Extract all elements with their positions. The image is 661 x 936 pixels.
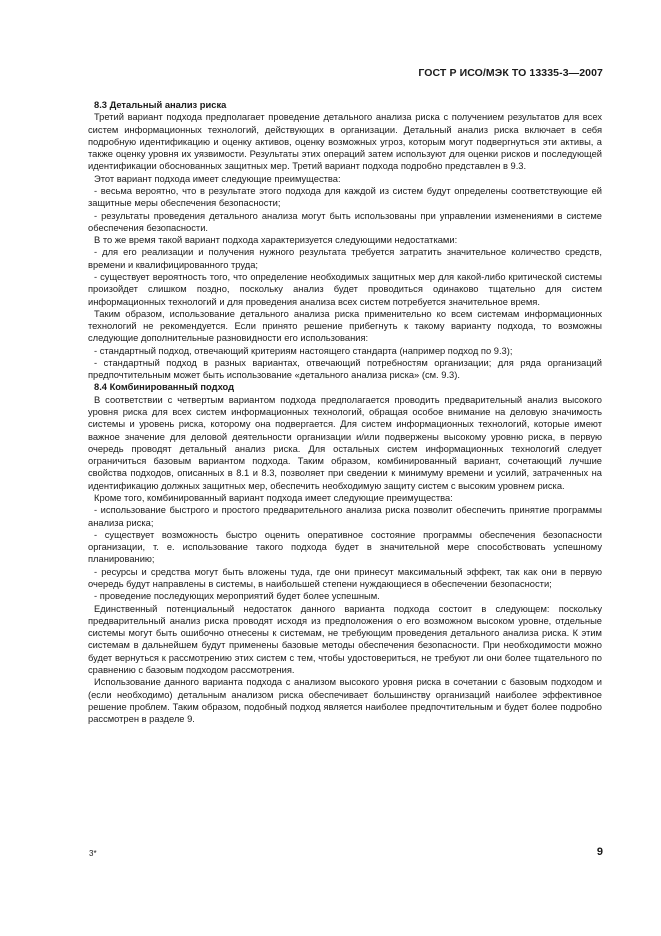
paragraph: В то же время такой вариант подхода характеризуется следующими недостатками: <box>94 235 458 246</box>
paragraph: Единственный потенциальный недостаток данного варианта подхода состоит в следующем: поскольку предварительный анализ риска проводят исходя из предположения о его возможном высоком уровне, отдельные системы могут быть ошибочно отнесены к системам, не требующим проведения детального анализа риска. К этим системам в дальнейшем будут применены базовые методы обеспечения безопасности. При необходимости можно будет вернуться к рассмотрению этих систем с тем, чтобы удостовериться, не требуют ли они более тщательного по сравнению с базовым подходом рассмотрения. <box>88 603 602 675</box>
list-item: - существует вероятность того, что определение необходимых защитных мер для какой-либо критической системы произойдет слишком поздно, поскольку анализ будет проводиться одинаково тщательно для систем информационных технологий и для проведения анализа всех систем потребуется значительное время. <box>88 271 602 307</box>
list-item: - для его реализации и получения нужного результата требуется затратить значительное количество средств, времени и квалифицированного труда; <box>88 247 602 270</box>
list-item: - существует возможность быстро оценить оперативное состояние программы обеспечения безопасности организации, т. е. использование такого подхода будет в значительной мере способствовать успешному планированию; <box>88 529 602 565</box>
section-heading-8-3: 8.3 Детальный анализ риска <box>94 100 227 110</box>
paragraph: Таким образом, использование детального анализа риска применительно ко всем системам информационных технологий не рекомендуется. Если принято решение прибегнуть к такому варианту подхода, то возможны следующие дополнительные разновидности его использования: <box>88 308 602 344</box>
list-item: - использование быстрого и простого предварительного анализа риска позволит обеспечить принятие программы анализа риска; <box>88 505 602 528</box>
paragraph: Третий вариант подхода предполагает проведение детального анализа риска с получением результатов для всех систем информационных технологий, действующих в организации. Детальный анализ риска включает в себя подробную идентификацию и оценку активов, оценку возможных угроз, которым могут подвергнуться эти активы, а также оценку уровня их уязвимости. Результаты этих операций затем используют для оценки рисков и последующей идентификации обоснованных защитных мер. Третий вариант подхода подробно представлен в 9.3. <box>88 112 602 172</box>
paragraph: Этот вариант подхода имеет следующие преимущества: <box>94 173 341 184</box>
list-item: - проведение последующих мероприятий будет более успешным. <box>94 591 380 602</box>
paragraph: В соответствии с четвертым вариантом подхода предполагается проводить предварительный анализ высокого уровня риска для всех систем информационных технологий, обращая особое внимание на деловую значимость системы и уровень риска, которому она подвергается. Для систем информационных технологий, которые имеют важное значение для деловой деятельности организации и/или подвержены высокому уровню риска, в первую очередь проводят детальный анализ риска. Для остальных систем информационных технологий следует ограничиться базовым вариантом подхода. Таким образом, комбинированный вариант, сочетающий лучшие свойства подходов, описанных в 8.1 и 8.3, позволяет при сведении к минимуму времени и усилий, затраченных на идентификацию должных защитных мер, обеспечить необходимую защиту систем с высоким уровнем риска. <box>88 394 602 491</box>
list-item: - стандартный подход в разных вариантах, отвечающий потребностям организации; для ряда организаций предпочтительным может быть использование «детального анализа риска» (см. 9.3). <box>88 357 602 381</box>
standard-header: ГОСТ Р ИСО/МЭК ТО 13335-3—2007 <box>418 67 603 79</box>
signature-mark: 3* <box>89 849 97 858</box>
list-item: - весьма вероятно, что в результате этого подхода для каждой из систем будут определены соответствующие ей защитные меры обеспечения безопасности; <box>88 185 602 209</box>
list-item: - результаты проведения детального анализа могут быть использованы при управлении изменениями в системе обеспечения безопасности. <box>88 210 602 233</box>
list-item: - стандартный подход, отвечающий критериям настоящего стандарта (например подход по 9.3); <box>94 345 513 356</box>
paragraph: Использование данного варианта подхода с анализом высокого уровня риска в сочетании с базовым подходом и (если необходимо) детальным анализом риска обеспечивает большинству организаций наиболее эффективное решение проблем. Таким образом, подобный подход является наиболее предпочтительным и будет более подробно рассмотрен в разделе 9. <box>88 677 602 725</box>
page-number: 9 <box>596 846 603 858</box>
section-heading-8-4: 8.4 Комбинированный подход <box>94 382 235 393</box>
list-item: - ресурсы и средства могут быть вложены туда, где они принесут максимальный эффект, так как они в первую очередь будут направлены в системы, в наибольшей степени нуждающиеся в обеспечении безопасности; <box>88 566 602 589</box>
paragraph: Кроме того, комбинированный вариант подхода имеет следующие преимущества: <box>94 493 453 503</box>
body-text <box>88 99 602 725</box>
